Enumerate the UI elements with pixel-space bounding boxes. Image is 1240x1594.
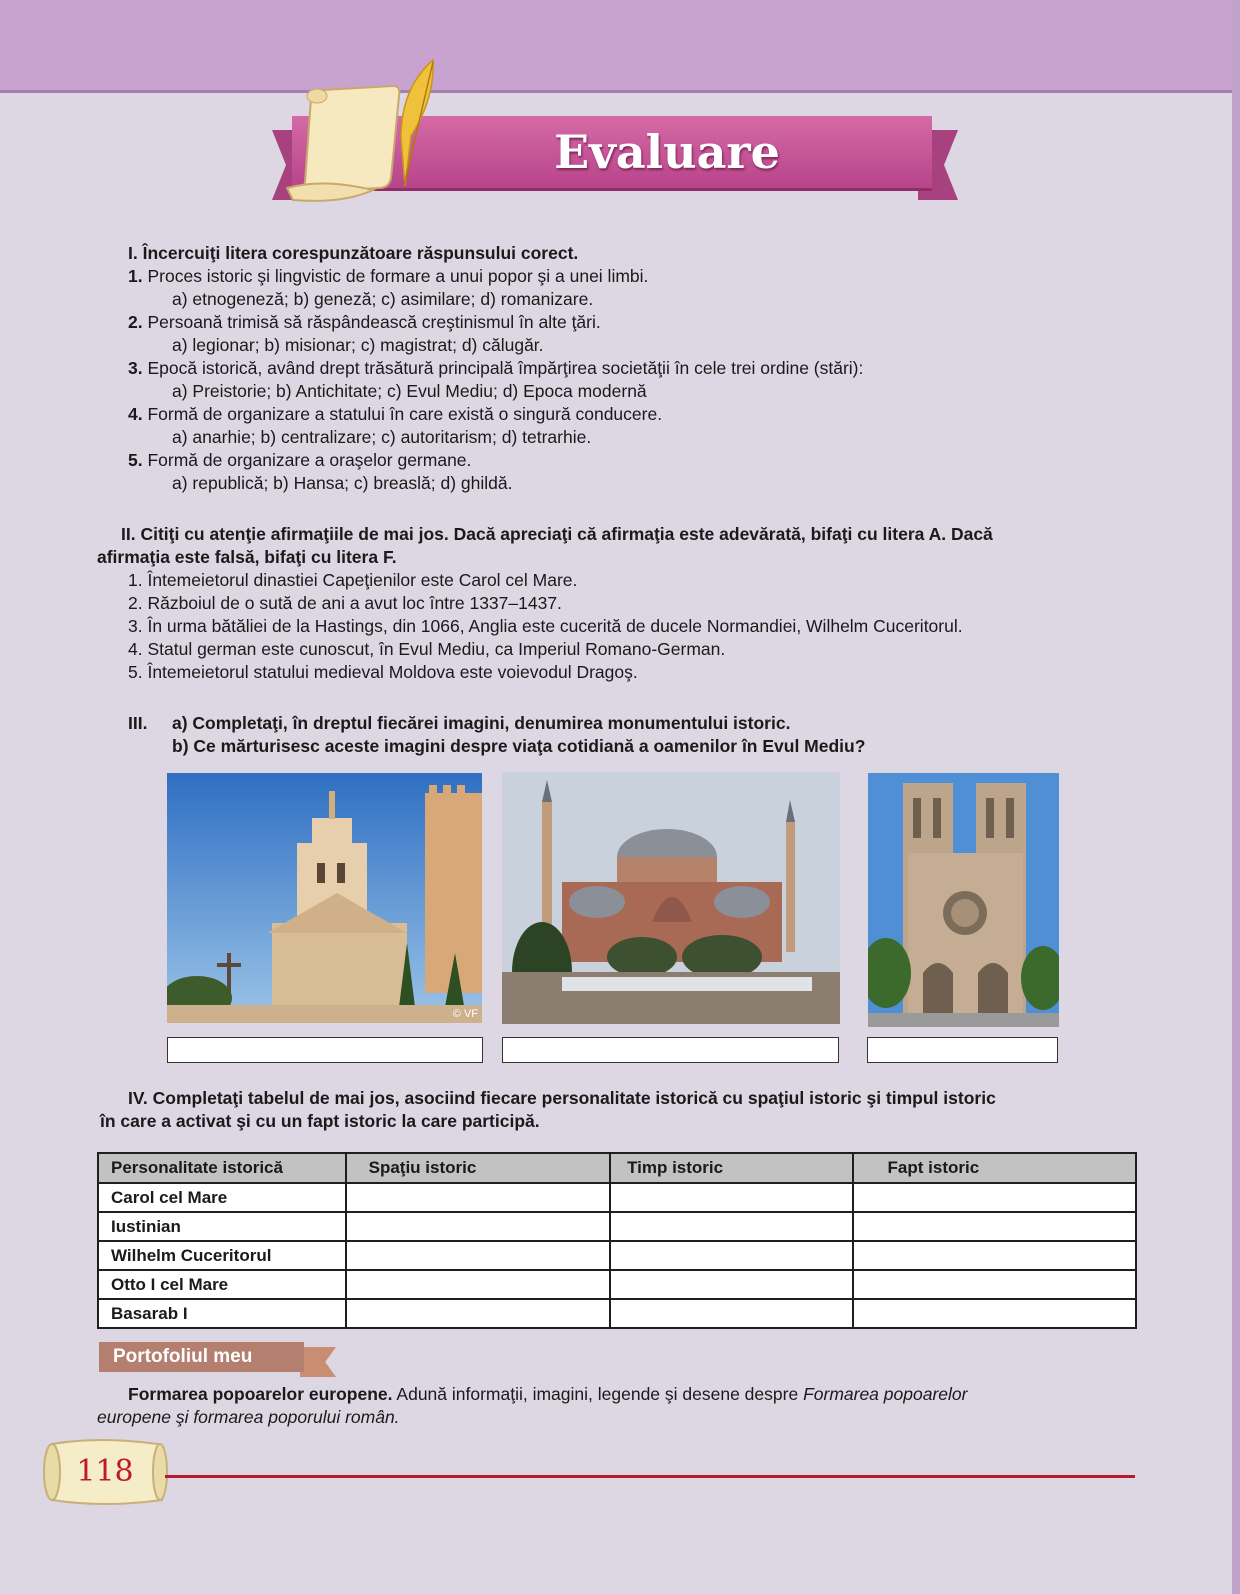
question-number: 1. — [128, 266, 143, 286]
monument-name-input-1[interactable] — [167, 1037, 483, 1063]
question-text: Formă de organizare a statului în care există o singură conducere. — [147, 404, 663, 424]
table-row — [98, 1183, 1136, 1212]
statement-5: 5. Întemeietorul statului medieval Moldova este voievodul Dragoş. — [128, 662, 638, 682]
statement-4: 4. Statul german este cunoscut, în Evul Mediu, ca Imperiul Romano-German. — [128, 639, 726, 659]
monument-photo-1 — [167, 773, 482, 1023]
table-row — [98, 1241, 1136, 1270]
fact-cell[interactable] — [853, 1241, 1136, 1270]
column-header: Personalitate istorică — [98, 1153, 346, 1183]
monument-name-input-2[interactable] — [502, 1037, 839, 1063]
photo-credit: © VF — [452, 1008, 478, 1020]
personality-name: Otto I cel Mare — [98, 1270, 346, 1299]
section3-number: III. — [128, 713, 148, 733]
table-row — [98, 1299, 1136, 1328]
monument-name-input-3[interactable] — [867, 1037, 1058, 1063]
statement-2: 2. Războiul de o sută de ani a avut loc între 1337–1437. — [128, 593, 562, 613]
portfolio-line2 — [97, 1406, 400, 1429]
question-text: Persoană trimisă să răspândească creştinismul în alte ţări. — [147, 312, 601, 332]
section4-heading-line2: în care a activat şi cu un fapt istoric la care participă. — [100, 1111, 540, 1131]
question-text: Epocă istorică, având drept trăsătură principală împărţirea societăţii în cele trei ordine (stări): — [147, 358, 864, 378]
fact-cell[interactable] — [853, 1299, 1136, 1328]
answer-options-5: a) republică; b) Hansa; c) breaslă; d) ghildă. — [172, 473, 513, 493]
table-row — [98, 1270, 1136, 1299]
scroll-quill-icon — [283, 58, 443, 208]
question-1 — [128, 265, 648, 288]
portfolio-tag: Portofoliul meu — [99, 1342, 304, 1372]
time-cell[interactable] — [610, 1241, 852, 1270]
question-4 — [128, 403, 662, 426]
top-band — [0, 0, 1240, 93]
time-cell[interactable] — [610, 1183, 852, 1212]
time-cell[interactable] — [610, 1299, 852, 1328]
page-edge — [1232, 0, 1240, 1594]
portfolio-italic-1: Formarea popoarelor — [803, 1384, 968, 1404]
section2-heading-line2: afirmaţia este falsă, bifaţi cu litera F. — [97, 547, 397, 567]
portfolio-topic: Formarea popoarelor europene. — [128, 1384, 393, 1404]
space-cell[interactable] — [346, 1212, 610, 1241]
question-3 — [128, 357, 863, 380]
answer-options-2: a) legionar; b) misionar; c) magistrat; d) călugăr. — [172, 335, 544, 355]
personality-name: Basarab I — [98, 1299, 346, 1328]
answer-options-3: a) Preistorie; b) Antichitate; c) Evul Mediu; d) Epoca modernă — [172, 381, 647, 401]
personality-name: Iustinian — [98, 1212, 346, 1241]
section4-heading-line1: IV. Completaţi tabelul de mai jos, asociind fiecare personalitate istorică cu spaţiul istoric şi timpul istoric — [128, 1088, 996, 1108]
history-table — [97, 1152, 1137, 1329]
monument-photo-3 — [868, 773, 1059, 1027]
portfolio-text: Adună informaţii, imagini, legende şi desene despre — [392, 1384, 804, 1404]
statement-1: 1. Întemeietorul dinastiei Capeţienilor este Carol cel Mare. — [128, 570, 578, 590]
column-header: Fapt istoric — [853, 1153, 1136, 1183]
table-header-row — [98, 1153, 1136, 1183]
question-number: 5. — [128, 450, 143, 470]
section1-heading: I. Încercuiţi litera corespunzătoare răspunsului corect. — [128, 243, 579, 263]
section2-heading-line1: II. Citiţi cu atenţie afirmaţiile de mai jos. Dacă apreciaţi că afirmaţia este adevărată, bifaţi cu litera A. Dacă — [121, 524, 993, 544]
personality-name: Wilhelm Cuceritorul — [98, 1241, 346, 1270]
question-2 — [128, 311, 601, 334]
page-number: 118 — [76, 1454, 134, 1489]
question-number: 4. — [128, 404, 143, 424]
portfolio-italic-2: europene şi formarea poporului român. — [97, 1407, 400, 1427]
space-cell[interactable] — [346, 1299, 610, 1328]
fact-cell[interactable] — [853, 1270, 1136, 1299]
space-cell[interactable] — [346, 1183, 610, 1212]
question-5 — [128, 449, 471, 472]
question-number: 3. — [128, 358, 143, 378]
monument-photo-2 — [502, 772, 840, 1024]
column-header: Spaţiu istoric — [346, 1153, 610, 1183]
answer-options-1: a) etnogeneză; b) geneză; c) asimilare; d) romanizare. — [172, 289, 594, 309]
time-cell[interactable] — [610, 1212, 852, 1241]
fact-cell[interactable] — [853, 1212, 1136, 1241]
personality-name: Carol cel Mare — [98, 1183, 346, 1212]
footer-line — [165, 1475, 1135, 1478]
section3-task-a: a) Completaţi, în dreptul fiecărei imagini, denumirea monumentului istoric. — [172, 713, 791, 733]
portfolio-line1 — [128, 1383, 967, 1406]
fact-cell[interactable] — [853, 1183, 1136, 1212]
question-text: Proces istoric şi lingvistic de formare a unui popor şi a unei limbi. — [147, 266, 649, 286]
section3-task-b: b) Ce mărturisesc aceste imagini despre viaţa cotidiană a oamenilor în Evul Mediu? — [172, 736, 866, 756]
portfolio-tag-tail — [300, 1347, 336, 1377]
table-row — [98, 1212, 1136, 1241]
space-cell[interactable] — [346, 1241, 610, 1270]
page-title: Evaluare — [554, 125, 780, 179]
time-cell[interactable] — [610, 1270, 852, 1299]
space-cell[interactable] — [346, 1270, 610, 1299]
statement-3: 3. În urma bătăliei de la Hastings, din 1066, Anglia este cucerită de ducele Normandiei, Wilhelm Cuceritorul. — [128, 616, 963, 636]
answer-options-4: a) anarhie; b) centralizare; c) autoritarism; d) tetrarhie. — [172, 427, 592, 447]
column-header: Timp istoric — [610, 1153, 852, 1183]
question-text: Formă de organizare a oraşelor germane. — [147, 450, 472, 470]
question-number: 2. — [128, 312, 143, 332]
